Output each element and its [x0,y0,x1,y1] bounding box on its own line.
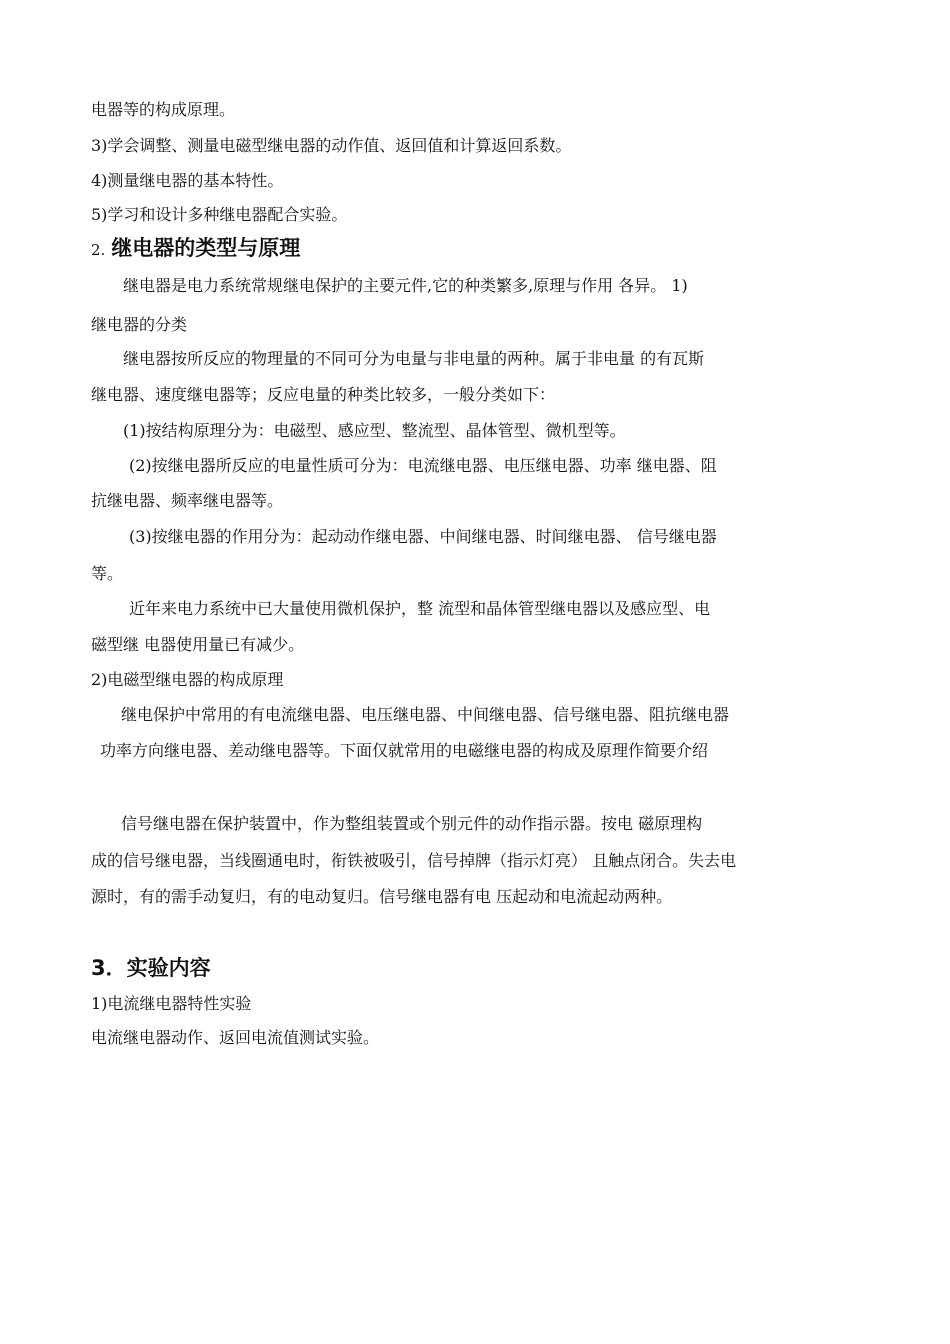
paragraph-line: 成的信号继电器，当线圈通电时，衔铁被吸引，信号掉牌（指示灯亮） 且触点闭合。失去电 [91,851,737,870]
paragraph-line: 磁型继 电器使用量已有减少。 [91,635,305,654]
list-item: (3)按继电器的作用分为：起动动作继电器、中间继电器、时间继电器、 信号继电器 [129,527,717,546]
paragraph-line: 功率方向继电器、差动继电器等。下面仅就常用的电磁继电器的构成及原理作简要介绍 [100,741,709,760]
paragraph-line: 继电器是电力系统常规继电保护的主要元件,它的种类繁多,原理与作用 各异。 1) [123,276,688,295]
list-item: 4)测量继电器的基本特性。 [91,171,284,190]
subsection-heading: 2)电磁型继电器的构成原理 [91,670,284,689]
paragraph-line: 信号继电器在保护装置中，作为整组装置或个别元件的动作指示器。按电 磁原理构 [121,814,703,833]
list-item: 3)学会调整、测量电磁型继电器的动作值、返回值和计算返回系数。 [91,136,572,155]
paragraph-line: 源时，有的需手动复归，有的电动复归。信号继电器有电 压起动和电流起动两种。 [91,887,673,906]
subsection-heading: 1)电流继电器特性实验 [91,994,252,1013]
section-heading: 3．实验内容 [91,956,211,980]
paragraph-line: 抗继电器、频率继电器等。 [91,491,284,510]
paragraph-line: 电流继电器动作、返回电流值测试实验。 [91,1028,380,1047]
paragraph-line: 继电器、速度继电器等；反应电量的种类比较多，一般分类如下： [91,385,556,404]
paragraph-line: 近年来电力系统中已大量使用微机保护，整 流型和晶体管型继电器以及感应型、电 [129,599,711,618]
list-item: (1)按结构原理分为：电磁型、感应型、整流型、晶体管型、微机型等。 [123,421,626,440]
list-item: (2)按继电器所反应的电量性质可分为：电流继电器、电压继电器、功率 继电器、阻 [129,456,717,475]
section-heading [91,234,300,264]
list-item: 5)学习和设计多种继电器配合实验。 [91,205,348,224]
paragraph-line: 电器等的构成原理。 [91,100,236,119]
paragraph-line: 等。 [91,564,124,583]
section-title: 继电器的类型与原理 [111,236,301,260]
paragraph-line: 继电器按所反应的物理量的不同可分为电量与非电量的两种。属于非电量 的有瓦斯 [123,349,705,368]
paragraph-line: 继电保护中常用的有电流继电器、电压继电器、中间继电器、信号继电器、阻抗继电器 [121,705,730,724]
paragraph-line: 继电器的分类 [91,315,188,334]
section-number: 2. [91,241,106,259]
